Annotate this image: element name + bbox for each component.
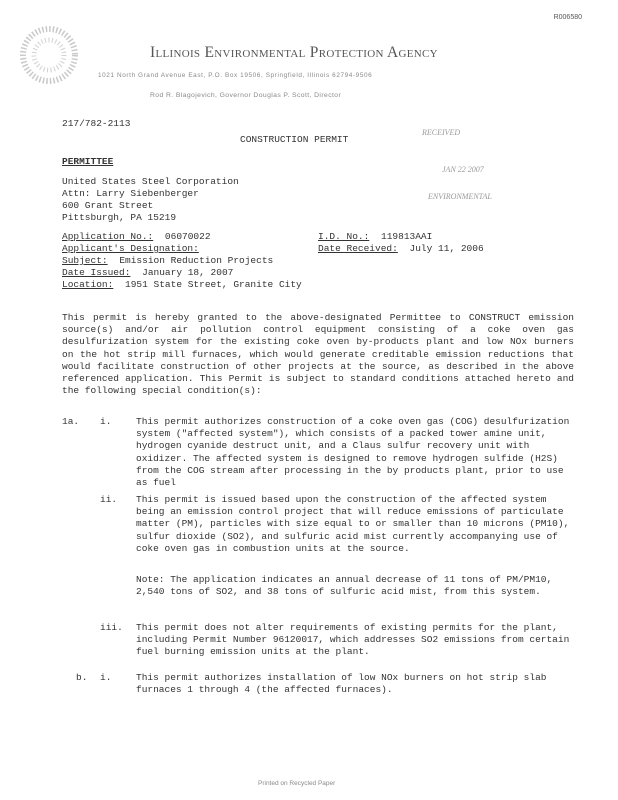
field-label: Location:: [62, 279, 114, 290]
stamp-line: RECEIVED: [422, 128, 461, 137]
date-received: [318, 243, 484, 254]
applicant-designation: Applicant's Designation:: [62, 243, 199, 254]
field-value: 1951 State Street, Granite City: [125, 279, 302, 290]
phone-number: 217/782-2113: [62, 118, 131, 129]
field-value: January 18, 2007: [142, 267, 234, 278]
permittee-line: United States Steel Corporation: [62, 176, 239, 187]
date-issued: [62, 267, 233, 278]
field-value: 119813AAI: [381, 231, 433, 242]
condition-text: This permit authorizes construction of a coke oven gas (COG) desulfurization system ("affected system"), which consists of a packed tower amine unit, hydrogen cyanide destruct unit, and a Claus sulfur recovery unit with oxidizer. The affected system is designed to remove hydrogen sulfide (H2S) from the COG stream after processing in the by products plant, prior to use as fuel: [136, 416, 570, 489]
condition-text: This permit is issued based upon the construction of the affected system being an emission control project that will reduce emissions of particulate matter (PM), particles with size equal to or smaller than 10 microns (PM10), sulfur dioxide (SO2), and sulfuric acid mist currently accompanying use of coke oven gas in combustion units at the source.: [136, 494, 570, 554]
condition-sub: ii.: [100, 494, 118, 505]
permittee-label: PERMITTEE: [62, 156, 114, 167]
field-label: Date Issued:: [62, 267, 131, 278]
condition-number: b.: [76, 672, 88, 683]
subject: [62, 255, 273, 266]
condition-sub: iii.: [100, 622, 123, 633]
field-value: 06070022: [164, 231, 211, 242]
field-label: Application No.:: [62, 231, 154, 242]
document-id: R006580: [553, 14, 582, 21]
footer-recycled: Printed on Recycled Paper: [258, 780, 336, 787]
field-label: Date Received:: [318, 243, 398, 254]
permittee-line: 600 Grant Street: [62, 200, 154, 211]
field-label: Subject:: [62, 255, 108, 266]
field-value: July 11, 2006: [409, 243, 484, 254]
condition-text: This permit authorizes installation of low NOx burners on hot strip slab furnaces 1 through 4 (the affected furnaces).: [136, 672, 547, 696]
condition-number: 1a.: [62, 416, 80, 427]
location: [62, 279, 302, 290]
agency-seal-icon: [16, 22, 82, 88]
intro-paragraph: This permit is hereby granted to the above-designated Permittee to CONSTRUCT emission source(s) and/or air pollution control equipment consisting of a coke oven gas desulfurization system for the existing coke oven by-products plant and low NOx burners on the hot strip mill furnaces, which would generate creditable emission reductions that would facilitate construction of other projects at the source, as described in the above referenced application. This Permit is subject to standard conditions attached hereto and the following special condition(s):: [62, 312, 574, 397]
condition-text: This permit does not alter requirements of existing permits for the plant, including Permit Number 96120017, which addresses SO2 emissions from certain fuel burning emission units at the plant.: [136, 622, 570, 658]
agency-officials: Rod R. Blagojevich, Governor Douglas P. Scott, Director: [150, 92, 342, 99]
condition-sub: i.: [100, 416, 112, 427]
condition-sub: i.: [100, 672, 112, 683]
field-value: Emission Reduction Projects: [119, 255, 274, 266]
document-title: CONSTRUCTION PERMIT: [240, 134, 349, 145]
field-label: I.D. No.:: [318, 231, 370, 242]
permittee-line: Pittsburgh, PA 15219: [62, 212, 177, 223]
stamp-line: ENVIRONMENTAL: [428, 192, 492, 201]
stamp-line: JAN 22 2007: [442, 165, 484, 174]
permittee-line: Attn: Larry Siebenberger: [62, 188, 199, 199]
agency-address: 1021 North Grand Avenue East, P.O. Box 19506, Springfield, Illinois 62794-9506: [98, 72, 373, 79]
application-number: [62, 231, 211, 242]
condition-note: Note: The application indicates an annual decrease of 11 tons of PM/PM10, 2,540 tons of SO2, and 38 tons of sulfuric acid mist, from this system.: [136, 574, 553, 598]
id-number: [318, 231, 432, 242]
agency-name: Illinois Environmental Protection Agency: [150, 44, 438, 61]
received-stamp: [418, 128, 568, 201]
